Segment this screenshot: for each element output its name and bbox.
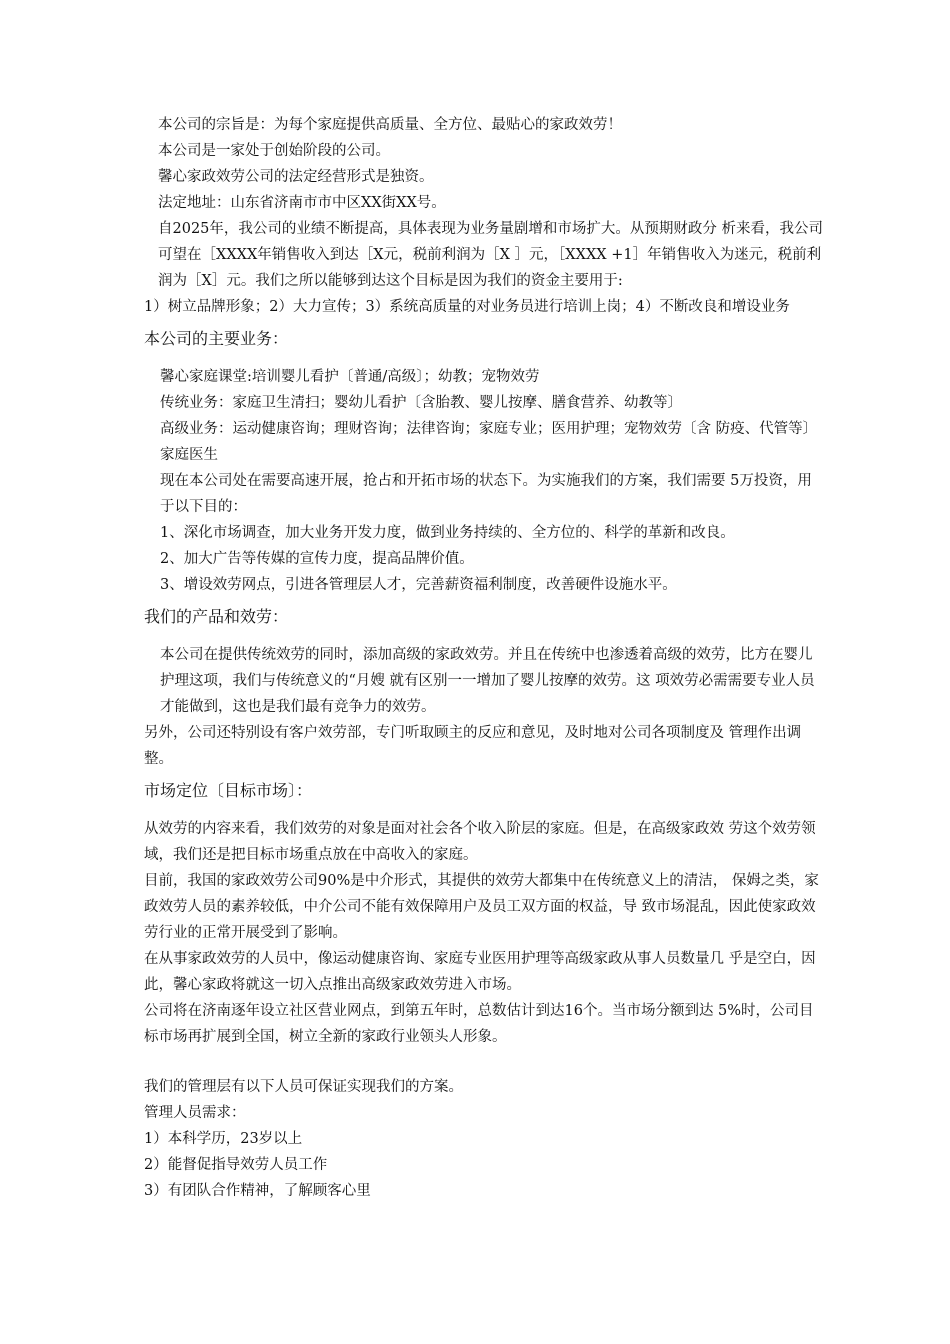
legal-form: 馨心家政效劳公司的法定经营形式是独资。 (158, 169, 434, 185)
products-paragraph: 本公司在提供传统效劳的同时，添加高级的家政效劳。并且在传统中也渗透着高级的效劳，比方在婴儿护理这项，我们与传统意义的“月嫂 就有区别一一增加了婴儿按摩的效劳。这 项效劳必需需要专业人员才能做到，这也是我们最有竞争力的效劳。 (160, 647, 815, 715)
business-item: 高级业务：运动健康咨询；理财咨询；法律咨询；家庭专业；医用护理；宠物效劳〔含 防疫、代管等〕家庭医生 (160, 421, 818, 463)
products-paragraph: 另外，公司还特别设有客户效劳部，专门听取顾主的反应和意见，及时地对公司各项制度及 管理作出调整。 (144, 725, 802, 767)
management-intro: 我们的管理层有以下人员可保证实现我们的方案。 (144, 1079, 463, 1095)
section-heading-market: 市场定位〔目标市场〕： (144, 781, 313, 800)
market-paragraph: 公司将在济南逐年设立社区营业网点，到第五年时，总数估计到达16个。当市场分额到达 5%时，公司目标市场再扩展到全国，树立全新的家政行业领头人形象。 (144, 1003, 814, 1045)
goal-item: 3、增设效劳网点，引进各管理层人才，完善薪资福利制度，改善硬件设施水平。 (160, 577, 677, 593)
management-requirement: 1）本科学历，23岁以上 (144, 1131, 303, 1147)
paragraph-spacer (144, 1050, 824, 1074)
section-heading-products: 我们的产品和效劳： (144, 607, 289, 626)
management-label: 管理人员需求： (144, 1105, 246, 1121)
funds-use-list: 1）树立品牌形象；2）大力宣传；3）系统高质量的对业务员进行培训上岗；4）不断改良和增设业务 (144, 299, 790, 315)
mission-statement: 本公司的宗旨是：为每个家庭提供高质量、全方位、最贴心的家政效劳！ (158, 117, 622, 133)
performance-paragraph: 自2025年，我公司的业绩不断提高，具体表现为业务量剧增和市场扩大。从预期财政分 析来看，我公司可望在［XXXX年销售收入到达［X元，税前利润为［X ］元，［XXXX +1］年销售收入为迷元，税前利润为［X］元。我们之所以能够到达这个目标是因为我们的资金主要用于: (158, 221, 824, 289)
market-paragraph: 从效劳的内容来看，我们效劳的对象是面对社会各个收入阶层的家庭。但是，在高级家政效 劳这个效劳领域，我们还是把目标市场重点放在中高收入的家庭。 (144, 821, 816, 863)
company-stage: 本公司是一家处于创始阶段的公司。 (158, 143, 390, 159)
management-requirement: 3）有团队合作精神，了解顾客心里 (144, 1183, 371, 1199)
market-paragraph: 目前，我国的家政效劳公司90%是中介形式，其提供的效劳大都集中在传统意义上的清洁， 保姆之类，家政效劳人员的素养较低，中介公司不能有效保障用户及员工双方面的权益，导 致市场混乱，因此使家政效劳行业的正常开展受到了影响。 (144, 873, 819, 941)
legal-address: 法定地址：山东省济南市市中区XX街XX号。 (158, 195, 446, 211)
document-page (144, 112, 824, 1204)
business-item: 传统业务：家庭卫生清扫；婴幼儿看护〔含胎教、婴儿按摩、膳食营养、幼教等〕 (160, 395, 682, 411)
management-requirement: 2）能督促指导效劳人员工作 (144, 1157, 328, 1173)
business-item: 馨心家庭课堂:培训婴儿看护〔普通/高级〕；幼教；宠物效劳 (160, 369, 540, 385)
market-paragraph: 在从事家政效劳的人员中，像运动健康咨询、家庭专业医用护理等高级家政从事人员数量几 乎是空白，因此，馨心家政将就这一切入点推出高级家政效劳进入市场。 (144, 951, 816, 993)
section-heading-business: 本公司的主要业务： (144, 329, 289, 348)
goal-item: 1、深化市场调查，加大业务开发力度，做到业务持续的、全方位的、科学的革新和改良。 (160, 525, 735, 541)
goal-item: 2、加大广告等传媒的宣传力度，提高品牌价值。 (160, 551, 474, 567)
investment-paragraph: 现在本公司处在需要高速开展，抢占和开拓市场的状态下。为实施我们的方案，我们需要 5万投资，用于以下目的： (160, 473, 812, 515)
